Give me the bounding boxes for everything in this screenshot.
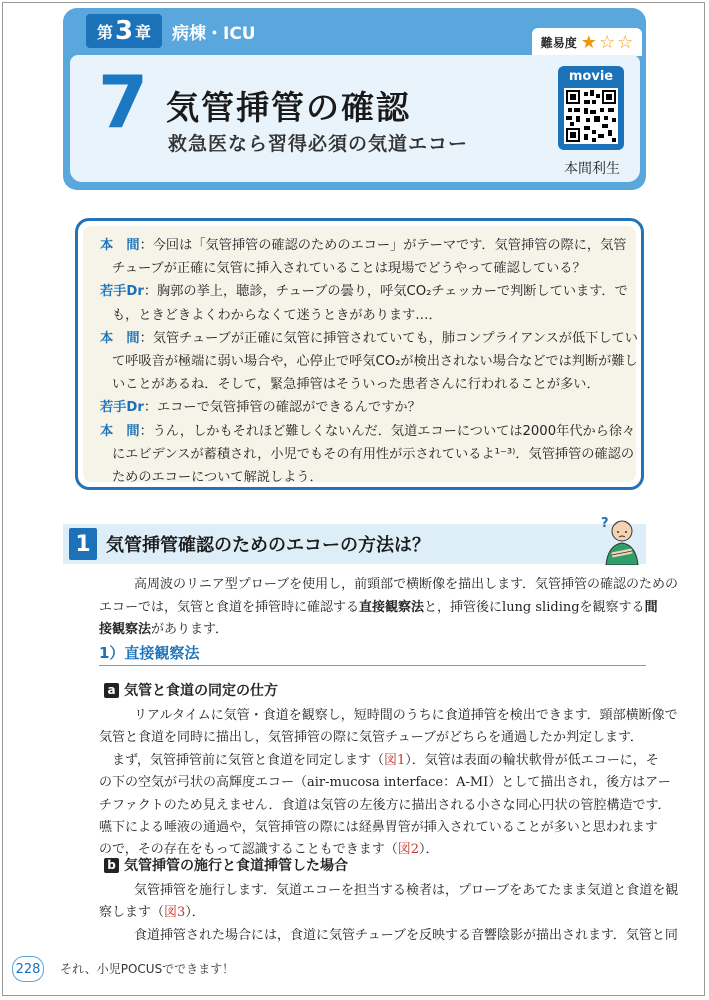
page-subtitle: 救急医なら習得必須の気道エコー <box>168 133 469 155</box>
dialog-speaker: 若手Dr <box>100 400 144 416</box>
dialog-text: ：気管チューブが正確に気管に挿管されていても，肺コンプライアンスが低下してい <box>139 330 638 346</box>
running-footer: それ、小児POCUSでできます！ <box>60 962 235 976</box>
dialog-line <box>112 304 442 323</box>
qr-code-icon <box>564 88 618 144</box>
paragraph-line: 嚥下による唾液の通過や，気管挿管の際には経鼻胃管が挿入されていることが多いと思われます <box>99 820 658 835</box>
page-number: 228 <box>12 956 44 982</box>
page-title: 気管挿管の確認 <box>166 88 411 127</box>
dialog-line <box>112 466 323 485</box>
paragraph-line: 気管挿管を施行します．気道エコーを担当する検者は，プローブをあてたまま気道と食道を観 <box>134 883 679 898</box>
item-heading-b <box>104 855 348 875</box>
paragraph-line: 接観察法があります． <box>99 622 228 637</box>
section-title: 気管挿管確認のためのエコーの方法は？ <box>106 535 430 556</box>
star-filled-icon: ★ <box>580 31 597 53</box>
dialog-line <box>112 257 586 276</box>
author-name: 本間利生 <box>564 161 620 177</box>
dialog-speaker: 本 間 <box>100 423 140 439</box>
chapter-tab <box>86 14 162 48</box>
dialog-line <box>100 327 638 346</box>
dialog-text: いことがあるね．そして，緊急挿管はそういった患者さんに行われることが多い． <box>112 377 600 393</box>
paragraph-line: 高周波のリニア型プローブを使用し，前頸部で横断像を描出します．気管挿管の確認のための <box>134 577 679 592</box>
dialog-line <box>112 443 634 462</box>
item-heading-a <box>104 680 278 700</box>
dialog-text: ：エコーで気管挿管の確認ができるんですか？ <box>143 400 421 416</box>
subsection-rule <box>99 665 646 666</box>
dialog-text: ：うん，しかもそれほど難しくないんだ．気道エコーについては2000年代から徐々 <box>139 423 636 439</box>
item-letter-b: b <box>104 858 119 873</box>
paragraph-line: ので，その存在をもって認識することもできます（図2）． <box>99 842 439 857</box>
item-title-b: 気管挿管の施行と食道挿管した場合 <box>124 858 348 874</box>
star-empty-icon: ☆ <box>617 31 634 53</box>
section-label: 病棟・ICU <box>172 24 256 44</box>
dialog-speaker: 本 間 <box>100 330 140 346</box>
star-empty-icon: ☆ <box>598 31 616 53</box>
dialog-text: ：胸郭の挙上，聴診，チューブの曇り，呼気CO₂チェッカーで判断しています．で <box>143 284 628 300</box>
paragraph-line: 気管と食道を同時に描出し，気管挿管の際に気管チューブがどちらを通過したか判定します． <box>99 730 643 745</box>
dialog-line <box>112 373 600 392</box>
figure-ref-3[interactable]: 図3 <box>164 905 186 920</box>
difficulty-rating <box>532 28 642 56</box>
dialog-text: チューブが正確に気管に挿入されていることは現場でどうやって確認している？ <box>112 261 586 277</box>
dialog-speaker: 本 間 <box>100 238 140 253</box>
subsection-heading: 1）直接観察法 <box>99 644 200 662</box>
thinking-person-icon <box>598 513 642 569</box>
paragraph-line: の下の空気が弓状の高輝度エコー（air-mucosa interface：A-MI）として描出され，後方はアー <box>99 775 671 790</box>
article-number: 7 <box>98 60 149 144</box>
movie-qr-link[interactable] <box>558 66 624 150</box>
dialog-speaker: 若手Dr <box>100 284 144 300</box>
dialog-line <box>100 420 635 439</box>
dialog-text: にエビデンスが蓄積され，小児でもその有用性が示されているよ¹⁻³⁾．気管挿管の確認の <box>112 446 635 462</box>
dialog-text: て呼吸音が極端に弱い場合や，心停止で呼気CO₂が検出されない場合などでは判断が難し <box>112 354 638 369</box>
item-letter-a: a <box>104 683 119 698</box>
chapter-prefix: 第 <box>96 22 113 42</box>
svg-text:?: ? <box>601 516 609 531</box>
paragraph-line: エコーでは，気管と食道を挿管時に確認する直接観察法と，挿管後にlung slidingを観察する間 <box>99 600 658 615</box>
dialog-text: ：今回は「気管挿管の確認のためのエコー」がテーマです．気管挿管の際に，気管 <box>139 238 627 253</box>
chapter-number: 3 <box>114 16 134 46</box>
figure-ref-2[interactable]: 図2 <box>397 842 420 857</box>
paragraph-line: リアルタイムに気管・食道を観察し，短時間のうちに食道挿管を検出できます．頸部横断像で <box>134 708 678 723</box>
section-number: 1 <box>69 528 97 560</box>
paragraph-line: 食道挿管された場合には，食道に気管チューブを反映する音響陰影が描出されます．気管と同 <box>134 928 678 943</box>
dialog-line <box>112 350 638 369</box>
paragraph-line: まず，気管挿管前に気管と食道を同定します（図1）．気管は表面の輪状軟骨が低エコーに，そ <box>112 753 659 768</box>
item-title-a: 気管と食道の同定の仕方 <box>124 683 278 699</box>
dialog-text: ためのエコーについて解説しよう． <box>112 470 323 485</box>
difficulty-label: 難易度 <box>540 35 577 50</box>
paragraph-line: 察します（図3）． <box>99 905 205 920</box>
figure-ref-1[interactable]: 図1 <box>383 753 406 768</box>
paragraph-line: チファクトのため見えません．食道は気管の左後方に描出される小さな同心円状の管腔構造です． <box>99 798 671 813</box>
dialog-line <box>100 280 628 299</box>
dialog-line <box>100 396 421 415</box>
movie-label: movie <box>568 69 614 84</box>
chapter-suffix: 章 <box>135 22 152 42</box>
dialog-text: も，ときどきよくわからなくて迷うときがあります…． <box>112 307 442 323</box>
dialog-line <box>100 234 626 253</box>
